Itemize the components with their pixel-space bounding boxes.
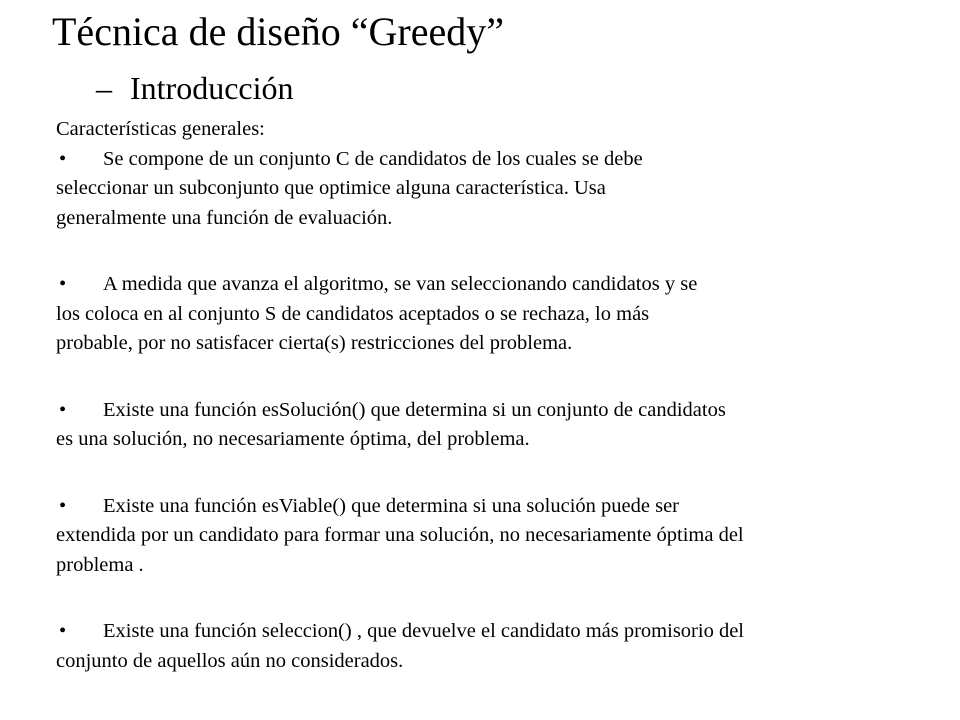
slide-body	[56, 115, 956, 676]
bullet-text: A medida que avanza el algoritmo, se van seleccionando candidatos y se	[103, 273, 698, 295]
bullet-icon: •	[59, 273, 67, 295]
bullet-continuation: extendida por un candidato para formar una solución, no necesariamente óptima del	[56, 524, 744, 546]
bullet-text: Existe una función seleccion() , que devuelve el candidato más promisorio del	[103, 620, 744, 642]
bullet-icon: •	[59, 398, 67, 421]
bullet-item	[56, 270, 956, 359]
bullet-continuation: generalmente una función de evaluación.	[56, 206, 393, 229]
bullet-item	[56, 145, 956, 234]
bullet-continuation: conjunto de aquellos aún no considerados.	[56, 649, 404, 672]
bullet-item	[56, 396, 956, 455]
bullet-icon: •	[59, 494, 67, 517]
subtitle-dash: –	[96, 70, 112, 106]
bullet-continuation: es una solución, no necesariamente óptima, del problema.	[56, 428, 530, 450]
bullet-icon: •	[59, 147, 67, 170]
bullet-text: Existe una función esViable() que determina si una solución puede ser	[103, 494, 680, 517]
slide-subtitle	[96, 68, 294, 108]
slide-title: Técnica de diseño “Greedy”	[52, 9, 504, 54]
bullet-continuation: los coloca en al conjunto S de candidatos aceptados o se rechaza, lo más	[56, 302, 650, 325]
bullet-text: Existe una función esSolución() que determina si un conjunto de candidatos	[103, 398, 726, 421]
bullet-item	[56, 617, 956, 676]
section-heading: Características generales:	[56, 118, 265, 140]
bullet-text: Se compone de un conjunto C de candidatos de los cuales se debe	[103, 147, 643, 170]
bullet-item	[56, 492, 956, 581]
bullet-icon: •	[59, 620, 67, 642]
bullet-continuation: problema .	[56, 553, 144, 576]
bullet-continuation: probable, por no satisfacer cierta(s) restricciones del problema.	[56, 332, 573, 354]
bullet-continuation: seleccionar un subconjunto que optimice alguna característica. Usa	[56, 177, 606, 199]
subtitle-text: Introducción	[130, 70, 294, 106]
